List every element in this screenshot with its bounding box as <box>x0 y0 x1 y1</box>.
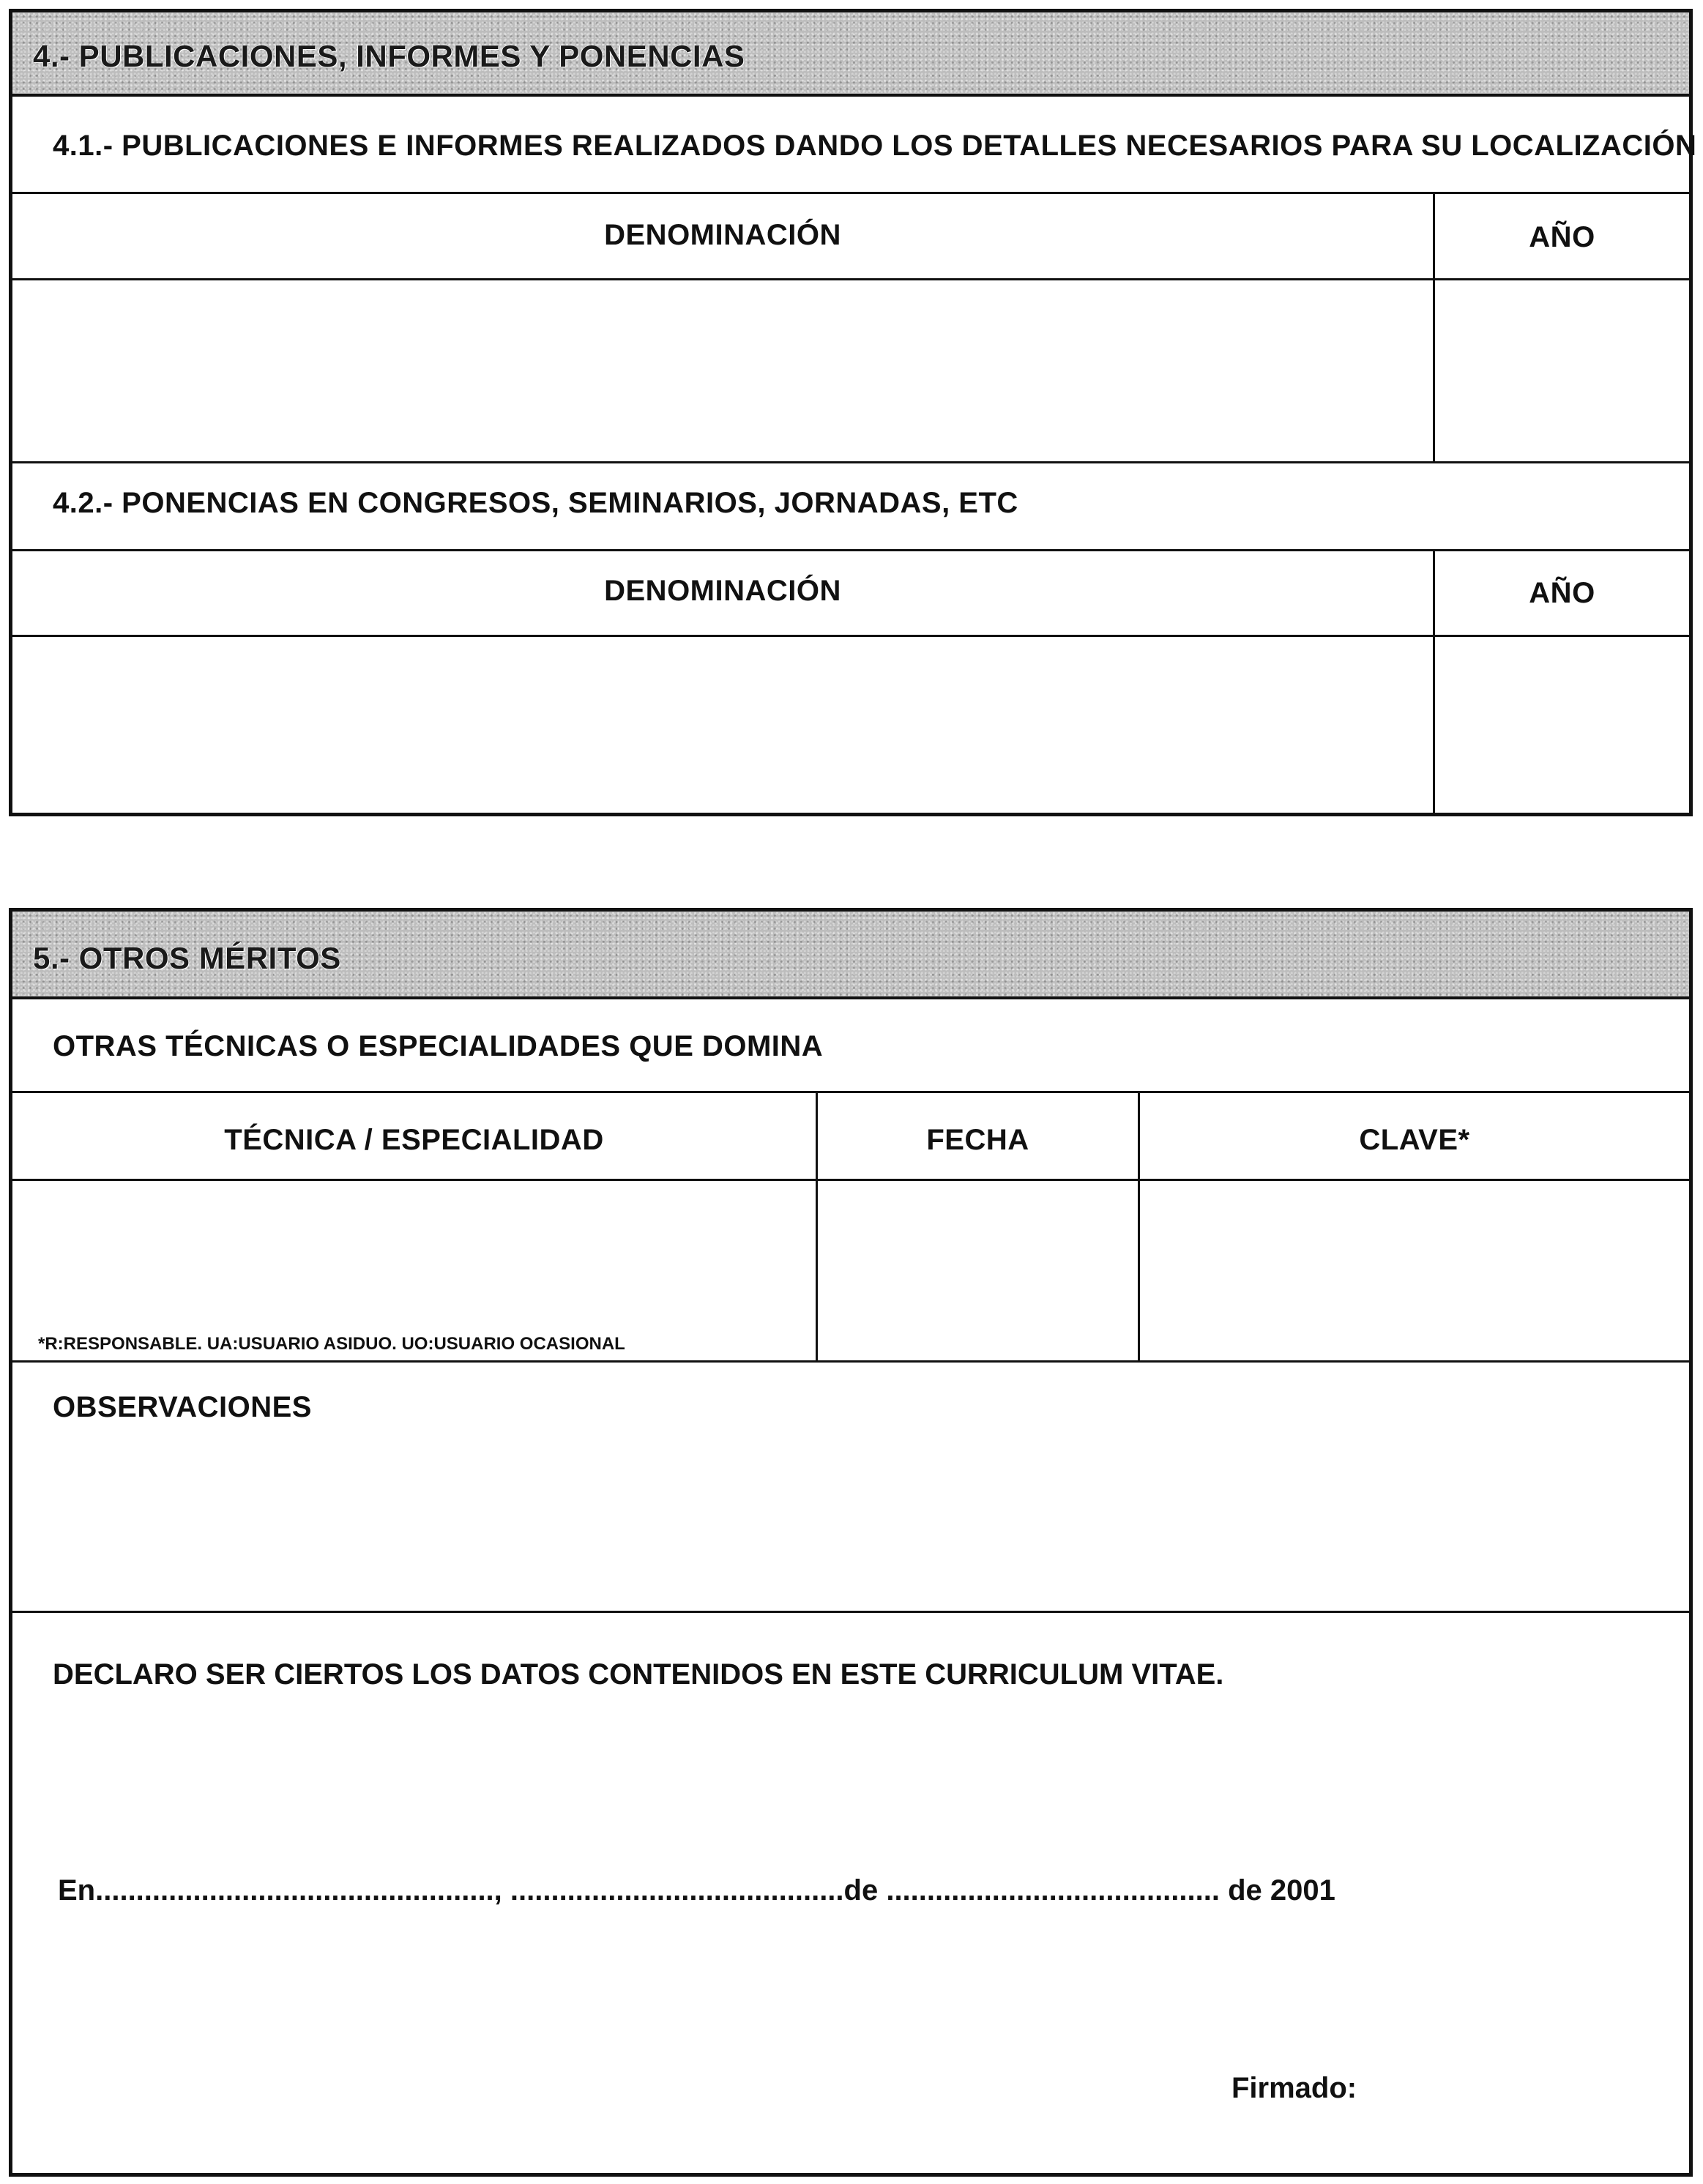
section-4-header-band <box>12 12 1689 97</box>
column-header-anio: AÑO <box>1529 221 1595 253</box>
clave-footnote: *R:RESPONSABLE. UA:USUARIO ASIDUO. UO:USUARIO OCASIONAL <box>38 1334 625 1354</box>
column-header-tecnica: TÉCNICA / ESPECIALIDAD <box>224 1124 604 1156</box>
section-5-title: 5.- OTROS MÉRITOS <box>33 941 341 975</box>
column-header-denominacion: DENOMINACIÓN <box>604 219 841 251</box>
column-divider <box>1433 192 1435 461</box>
publicaciones-anio-field[interactable] <box>1436 280 1689 460</box>
tecnica-field[interactable] <box>12 1181 814 1327</box>
place-date-line[interactable]: En................................................., .........................................de ......................................... de 2001 <box>58 1874 1335 1907</box>
column-header-denominacion: DENOMINACIÓN <box>604 575 841 607</box>
divider <box>12 549 1689 551</box>
column-divider <box>1138 1091 1140 1360</box>
ponencias-denominacion-field[interactable] <box>12 637 1431 813</box>
divider <box>12 192 1689 194</box>
column-header-anio: AÑO <box>1529 577 1595 609</box>
column-divider <box>1433 549 1435 813</box>
column-divider <box>816 1091 818 1360</box>
column-header-fecha: FECHA <box>926 1124 1029 1156</box>
section-5-frame <box>9 908 1693 2177</box>
section-4-title: 4.- PUBLICACIONES, INFORMES Y PONENCIAS <box>33 39 745 73</box>
clave-field[interactable] <box>1141 1181 1689 1359</box>
divider <box>12 1611 1689 1613</box>
section-5-subtitle: OTRAS TÉCNICAS O ESPECIALIDADES QUE DOMINA <box>53 1030 824 1062</box>
divider <box>12 1091 1689 1093</box>
section-4-1-title: 4.1.- PUBLICACIONES E INFORMES REALIZADOS DANDO LOS DETALLES NECESARIOS PARA SU LOCALIZACIÓN <box>53 130 1697 162</box>
declaration-text: DECLARO SER CIERTOS LOS DATOS CONTENIDOS EN ESTE CURRICULUM VITAE. <box>53 1658 1224 1691</box>
fecha-field[interactable] <box>819 1181 1136 1359</box>
divider <box>12 461 1689 463</box>
signed-label: Firmado: <box>1231 2072 1357 2104</box>
ponencias-anio-field[interactable] <box>1436 637 1689 813</box>
observaciones-label: OBSERVACIONES <box>53 1391 312 1423</box>
divider <box>12 1360 1689 1363</box>
section-5-header-band <box>12 912 1689 999</box>
observaciones-field[interactable] <box>12 1439 1689 1609</box>
section-4-frame <box>9 9 1697 816</box>
publicaciones-denominacion-field[interactable] <box>12 280 1431 460</box>
section-4-2-title: 4.2.- PONENCIAS EN CONGRESOS, SEMINARIOS, JORNADAS, ETC <box>53 487 1018 519</box>
column-header-clave: CLAVE* <box>1359 1124 1470 1156</box>
